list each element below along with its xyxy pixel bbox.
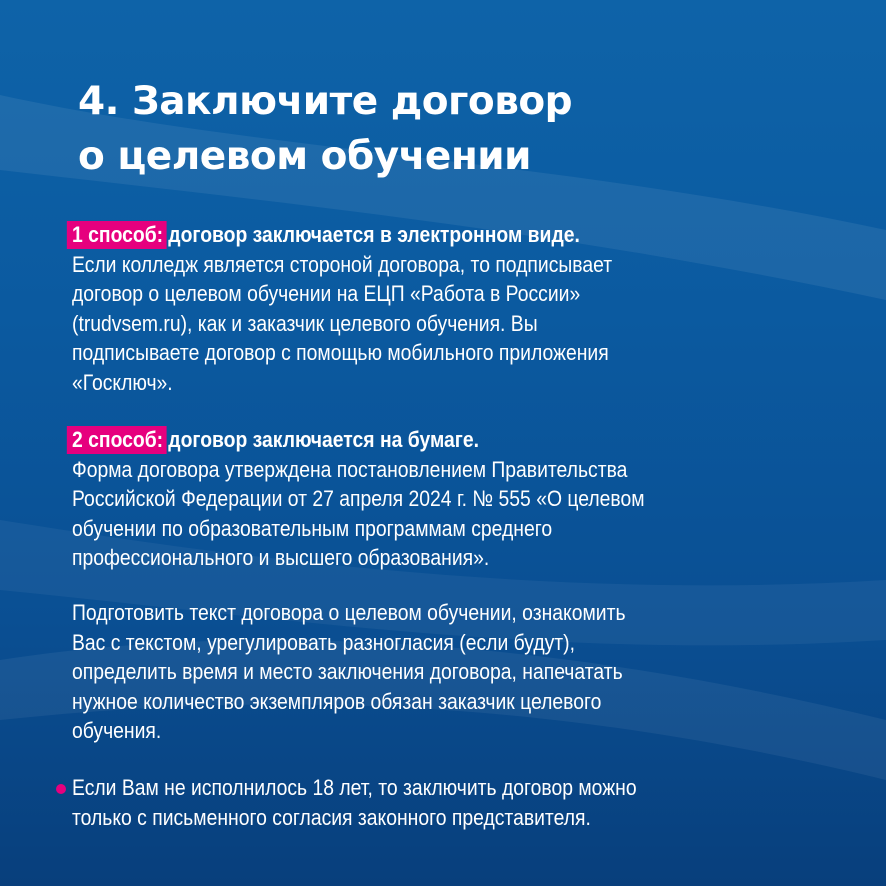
preparation-paragraph	[72, 598, 708, 746]
bullet-dot-icon	[56, 784, 66, 794]
method-2-line: профессионального и высшего образования».	[72, 545, 490, 570]
title-line-1: 4. Заключите договор	[78, 79, 573, 124]
method-2-line: обучении по образовательным программам среднего	[72, 515, 553, 541]
note-line: только с письменного согласия законного представителя.	[72, 804, 591, 830]
page-title	[78, 74, 838, 184]
method-1-section	[72, 220, 708, 397]
method-2-heading: договор заключается на бумаге.	[168, 427, 480, 452]
method-2-header	[72, 425, 708, 455]
method-2-section	[72, 425, 708, 573]
paragraph-line: определить время и место заключения договора, напечатать	[72, 659, 623, 684]
paragraph-line: нужное количество экземпляров обязан заказчик целевого	[72, 688, 602, 714]
method-1-heading: договор заключается в электронном виде.	[168, 222, 580, 247]
method-2-badge: 2 способ:	[67, 426, 167, 454]
paragraph-line: Вас с текстом, урегулировать разногласия (если будут),	[72, 629, 575, 655]
paragraph-line: обучения.	[72, 718, 162, 743]
method-1-line: «Госключ».	[72, 369, 173, 395]
method-1-badge: 1 способ:	[67, 221, 167, 249]
method-2-line: Форма договора утверждена постановлением Правительства	[72, 456, 628, 482]
note-line: Если Вам не исполнилось 18 лет, то заключить договор можно	[72, 775, 637, 800]
method-2-line: Российской Федерации от 27 апреля 2024 г. № 555 «О целевом	[72, 486, 645, 511]
method-1-line: подписываете договор с помощью мобильного приложения	[72, 340, 609, 365]
method-1-line: (trudvsem.ru), как и заказчик целевого обучения. Вы	[72, 310, 538, 336]
paragraph-line: Подготовить текст договора о целевом обучении, ознакомить	[72, 600, 626, 625]
method-1-line: договор о целевом обучении на ЕЦП «Работа в России»	[72, 281, 581, 306]
method-1-header	[72, 220, 708, 250]
method-1-line: Если колледж является стороной договора, то подписывает	[72, 251, 613, 277]
age-note	[72, 773, 708, 832]
title-line-2: о целевом обучении	[78, 134, 531, 179]
